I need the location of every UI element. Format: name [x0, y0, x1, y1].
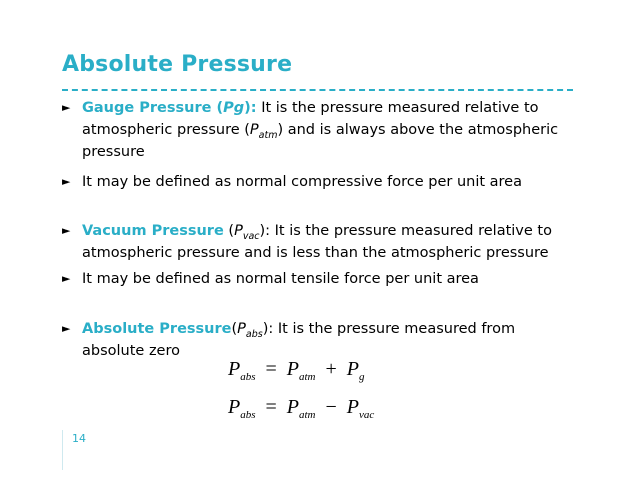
bullet-compressive-force	[62, 171, 577, 193]
slide-title: Absolute Pressure	[62, 52, 293, 77]
term-absolute-pressure: Absolute Pressure	[82, 321, 232, 337]
title-divider	[62, 89, 573, 91]
bullet-vacuum-pressure	[62, 220, 577, 264]
triangle-right-icon: ►	[62, 224, 71, 237]
bullet-text: It may be defined as normal compressive force per unit area	[82, 174, 522, 190]
triangle-right-icon: ►	[62, 322, 71, 335]
triangle-right-icon: ►	[62, 272, 71, 285]
bullet-gauge-pressure	[62, 97, 577, 163]
bullet-text: It may be defined as normal tensile force per unit area	[82, 271, 479, 287]
bullet-text: Absolute $Pressure(P_{abs})$: It is the pressure measured from absolute zero	[82, 321, 516, 359]
triangle-right-icon: ►	[62, 101, 71, 114]
term-vacuum-pressure: Vacuum Pressure	[82, 223, 224, 239]
equation-absolute-gauge: $P_{abs} = P_{atm} + P_g$	[228, 358, 365, 383]
term-gauge-pressure: Gauge Pressure (Pg):	[82, 100, 257, 116]
page-number: 14	[72, 432, 86, 445]
footer-rule	[62, 430, 63, 470]
bullet-text: Vacuum Pressure $(P_{vac})$: It is the pressure measured relative to atmospheric pressure and is less than the atmospheric pressure	[82, 223, 552, 261]
triangle-right-icon: ►	[62, 175, 71, 188]
bullet-tensile-force	[62, 268, 577, 290]
bullet-text: Gauge Pressure (Pg): It is the pressure measured relative to atmospheric pressure $(P_{atm})$ and is always above the atmospheric pressure	[82, 100, 559, 160]
bullet-absolute-pressure	[62, 318, 577, 362]
equation-absolute-vacuum: $P_{abs} = P_{atm} - P_{vac}$	[228, 396, 375, 421]
